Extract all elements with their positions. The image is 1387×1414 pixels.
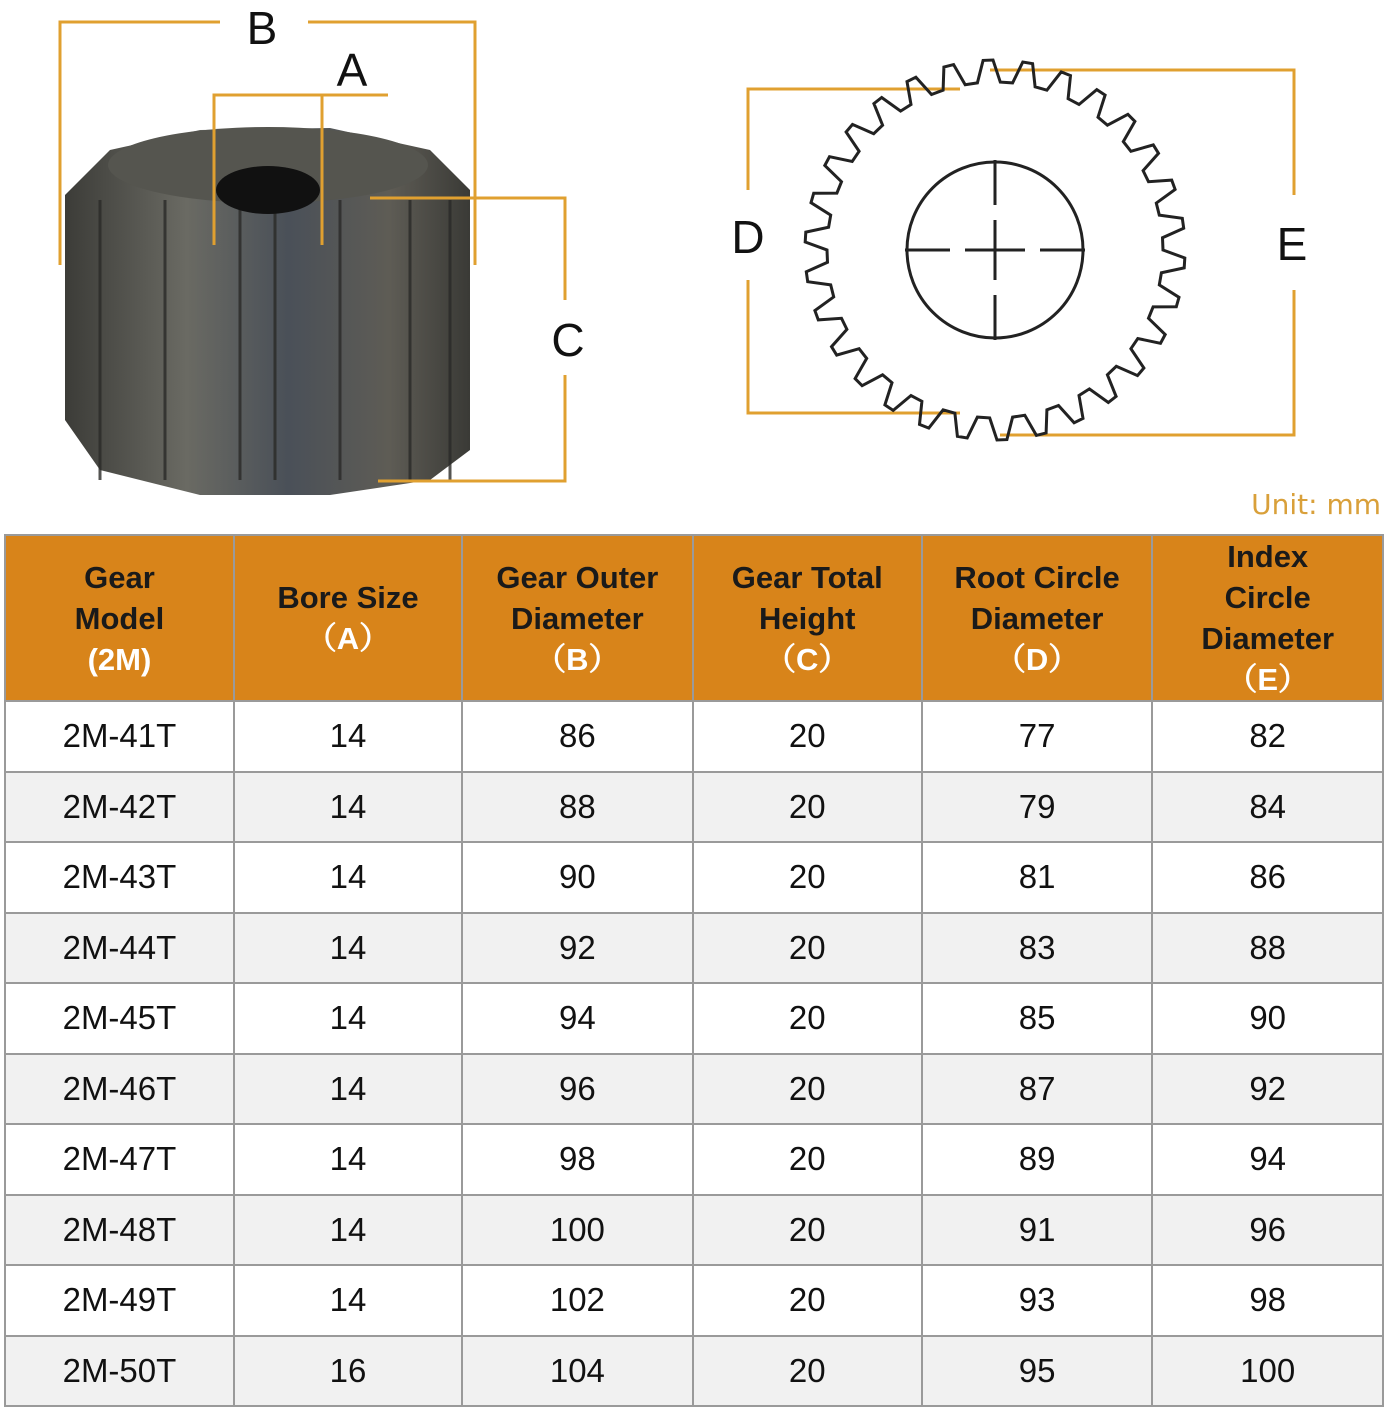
table-cell: 96 (462, 1054, 693, 1125)
label-d: D (731, 211, 765, 263)
column-header (693, 535, 922, 701)
unit-label: Unit: mm (1251, 488, 1381, 521)
table-cell: 81 (922, 842, 1153, 913)
table-cell: 94 (1152, 1124, 1383, 1195)
table-row (5, 983, 1383, 1054)
gear-photo (65, 127, 470, 495)
table-cell: 14 (234, 1195, 462, 1266)
column-header (462, 535, 693, 701)
table-cell: 20 (693, 842, 922, 913)
table-cell: 94 (462, 983, 693, 1054)
column-code: （E） (1226, 662, 1310, 697)
table-row (5, 913, 1383, 984)
column-header (234, 535, 462, 701)
column-header (922, 535, 1153, 701)
table-cell: 20 (693, 772, 922, 843)
table-cell: 14 (234, 701, 462, 772)
table-cell: 88 (1152, 913, 1383, 984)
table-cell: 91 (922, 1195, 1153, 1266)
column-code: （A） (305, 621, 391, 656)
spec-table (4, 534, 1384, 1407)
table-cell: 96 (1152, 1195, 1383, 1266)
label-e: E (1276, 218, 1308, 270)
column-code: (2M) (87, 641, 152, 677)
table-cell: 14 (234, 913, 462, 984)
column-header (5, 535, 234, 701)
column-title: Gear Outer Diameter (496, 559, 659, 636)
table-cell: 20 (693, 1195, 922, 1266)
gear-dimension-diagram (0, 0, 1387, 530)
table-cell: 2M-41T (5, 701, 234, 772)
column-code: （B） (535, 641, 620, 677)
table-cell: 20 (693, 1124, 922, 1195)
table-cell: 92 (1152, 1054, 1383, 1125)
label-a: A (336, 44, 368, 96)
table-cell: 84 (1152, 772, 1383, 843)
table-cell: 14 (234, 842, 462, 913)
table-cell: 14 (234, 1054, 462, 1125)
table-cell: 89 (922, 1124, 1153, 1195)
table-cell: 88 (462, 772, 693, 843)
table-cell: 79 (922, 772, 1153, 843)
column-title: Index Circle Diameter (1201, 539, 1335, 656)
table-cell: 98 (1152, 1265, 1383, 1336)
table-row (5, 1336, 1383, 1407)
table-row (5, 772, 1383, 843)
table-cell: 86 (462, 701, 693, 772)
column-code: （C） (765, 641, 850, 677)
table-cell: 104 (462, 1336, 693, 1407)
table-cell: 2M-44T (5, 913, 234, 984)
table-cell: 87 (922, 1054, 1153, 1125)
table-cell: 77 (922, 701, 1153, 772)
table-cell: 14 (234, 1124, 462, 1195)
table-row (5, 842, 1383, 913)
table-cell: 90 (1152, 983, 1383, 1054)
table-cell: 90 (462, 842, 693, 913)
column-title: Root Circle Diameter (954, 559, 1120, 636)
table-cell: 2M-47T (5, 1124, 234, 1195)
table-cell: 85 (922, 983, 1153, 1054)
table-cell: 102 (462, 1265, 693, 1336)
table-header-row (5, 535, 1383, 701)
table-cell: 14 (234, 983, 462, 1054)
column-title: Bore Size (277, 580, 419, 615)
label-c: C (551, 314, 585, 366)
bore-hole (216, 166, 320, 214)
gear-schematic (805, 60, 1185, 440)
table-cell: 2M-49T (5, 1265, 234, 1336)
table-cell: 20 (693, 983, 922, 1054)
table-cell: 20 (693, 701, 922, 772)
table-cell: 14 (234, 1265, 462, 1336)
table-cell: 82 (1152, 701, 1383, 772)
table-cell: 100 (1152, 1336, 1383, 1407)
table-cell: 2M-42T (5, 772, 234, 843)
table-cell: 14 (234, 772, 462, 843)
table-cell: 2M-50T (5, 1336, 234, 1407)
table-cell: 83 (922, 913, 1153, 984)
table-cell: 16 (234, 1336, 462, 1407)
table-cell: 100 (462, 1195, 693, 1266)
table-cell: 93 (922, 1265, 1153, 1336)
table-cell: 92 (462, 913, 693, 984)
table-row (5, 1054, 1383, 1125)
column-title: Gear Model (74, 559, 165, 636)
column-title: Gear Total Height (731, 559, 883, 636)
table-row (5, 1195, 1383, 1266)
table-row (5, 1124, 1383, 1195)
table-cell: 2M-46T (5, 1054, 234, 1125)
column-header (1152, 535, 1383, 701)
table-cell: 86 (1152, 842, 1383, 913)
label-b: B (246, 2, 278, 54)
table-cell: 2M-48T (5, 1195, 234, 1266)
table-row (5, 701, 1383, 772)
column-code: （D） (994, 641, 1080, 677)
table-cell: 20 (693, 913, 922, 984)
table-cell: 20 (693, 1054, 922, 1125)
table-cell: 2M-43T (5, 842, 234, 913)
table-cell: 20 (693, 1265, 922, 1336)
table-cell: 98 (462, 1124, 693, 1195)
table-cell: 20 (693, 1336, 922, 1407)
table-row (5, 1265, 1383, 1336)
table-cell: 2M-45T (5, 983, 234, 1054)
table-cell: 95 (922, 1336, 1153, 1407)
